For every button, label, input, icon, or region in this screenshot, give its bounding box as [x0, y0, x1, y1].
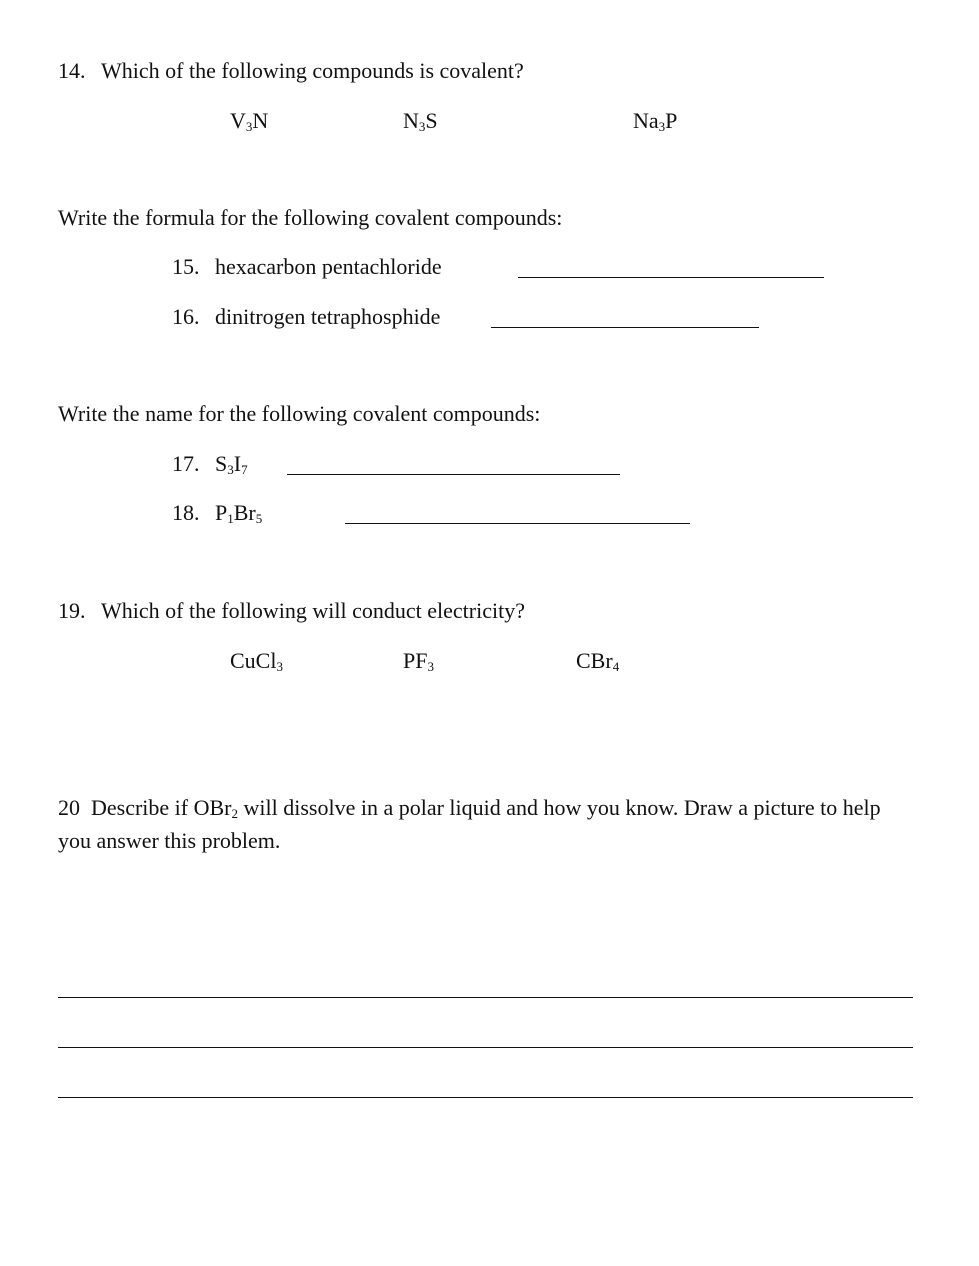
formula: $P_1Br_5$: [215, 500, 263, 526]
question-number: 19.: [58, 598, 86, 623]
question-17: [172, 451, 248, 477]
question-text: Which of the following will conduct electricity?: [101, 598, 525, 623]
question-19: [58, 598, 525, 624]
question-number: 14.: [58, 58, 86, 83]
answer-blank-15[interactable]: [518, 277, 824, 278]
choice-n3s: $N_3S$: [403, 108, 438, 134]
choice-na3p: $Na_3P$: [633, 108, 678, 134]
choice-cbr4: CBr$_4$: [576, 648, 620, 674]
answer-line-20-b[interactable]: [58, 1047, 913, 1048]
answer-blank-17[interactable]: [287, 474, 620, 475]
question-number: 20: [58, 795, 80, 820]
question-number: 17.: [172, 451, 200, 476]
question-text: Which of the following compounds is covalent?: [101, 58, 524, 83]
question-text: dinitrogen tetraphosphide: [215, 304, 441, 329]
question-text: hexacarbon pentachloride: [215, 254, 442, 279]
question-15: [172, 254, 442, 280]
answer-blank-18[interactable]: [345, 523, 690, 524]
choice-pf3: $PF_3$: [403, 648, 434, 674]
answer-blank-16[interactable]: [491, 327, 759, 328]
choice-cucl3: CuCl$_3$: [230, 648, 283, 674]
answer-line-20-a[interactable]: [58, 997, 913, 998]
name-section-heading: Write the name for the following covalent compounds:: [58, 401, 541, 426]
formula-section-heading: Write the formula for the following covalent compounds:: [58, 205, 563, 230]
question-16: [172, 304, 440, 330]
answer-line-20-c[interactable]: [58, 1097, 913, 1098]
question-number: 18.: [172, 500, 200, 525]
question-number: 15.: [172, 254, 200, 279]
formula: $S_3I_7$: [215, 451, 248, 477]
choice-v3n: $V_3N$: [230, 108, 269, 134]
question-18: [172, 500, 262, 526]
question-number: 16.: [172, 304, 200, 329]
question-14: [58, 58, 524, 84]
question-20: 20 Describe if OBr$_2$ will dissolve in a polar liquid and how you know. Draw a picture to help you answer this problem.: [58, 795, 881, 853]
